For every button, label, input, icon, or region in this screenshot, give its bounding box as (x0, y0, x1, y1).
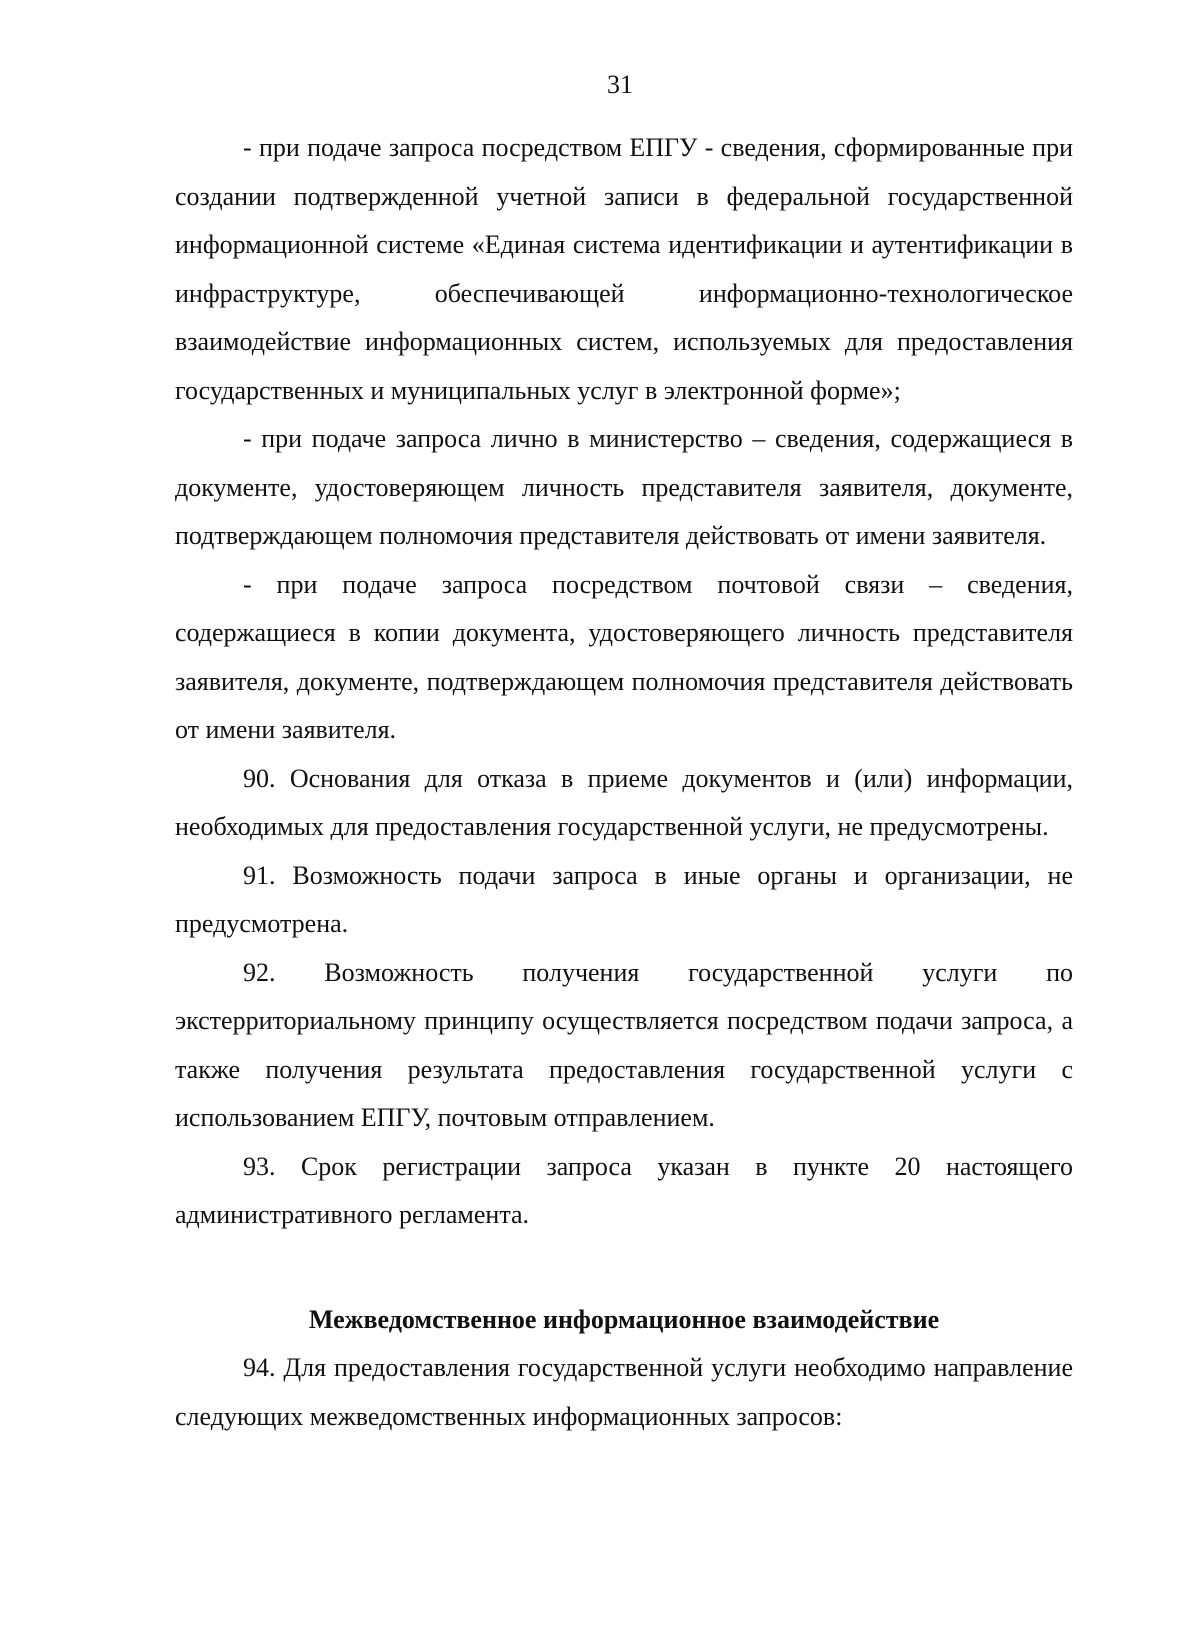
paragraph-93: 93. Срок регистрации запроса указан в пункте 20 настоящего административного регламента. (175, 1151, 1073, 1229)
paragraph-92: 92. Возможность получения государственной услуги по экстерриториальному принципу осуществляется посредством подачи запроса, а также получения результата предоставления государственной услуги с использованием ЕПГУ, почтовым отправлением. (175, 957, 1073, 1132)
page-number: 31 (607, 70, 633, 99)
paragraph-postal-info: - при подаче запроса посредством почтовой связи – сведения, содержащиеся в копии документа, удостоверяющего личность представителя заявителя, документе, подтверждающем полномочия представителя действовать от имени заявителя. (175, 569, 1073, 744)
paragraph-94: 94. Для предоставления государственной услуги необходимо направление следующих межведомственных информационных запросов: (175, 1353, 1073, 1431)
paragraph-epgu-info: - при подаче запроса посредством ЕПГУ - сведения, сформированные при создании подтвержденной учетной записи в федеральной государственной информационной системе «Единая система идентификации и аутентификации в инфраструктуре, обеспечивающей информационно-технологическое взаимодействие информационных систем, используемых для предоставления государственных и муниципальных услуг в электронной форме»; (175, 133, 1073, 405)
document-body (175, 124, 1073, 1441)
paragraph-90: 90. Основания для отказа в приеме документов и (или) информации, необходимых для предоставления государственной услуги, не предусмотрены. (175, 763, 1073, 841)
paragraph-in-person-info: - при подаче запроса лично в министерство – сведения, содержащиеся в документе, удостоверяющем личность представителя заявителя, документе, подтверждающем полномочия представителя действовать от имени заявителя. (175, 424, 1073, 550)
paragraph-91: 91. Возможность подачи запроса в иные органы и организации, не предусмотрена. (175, 860, 1073, 938)
section-heading: Межведомственное информационное взаимодействие (308, 1304, 940, 1334)
